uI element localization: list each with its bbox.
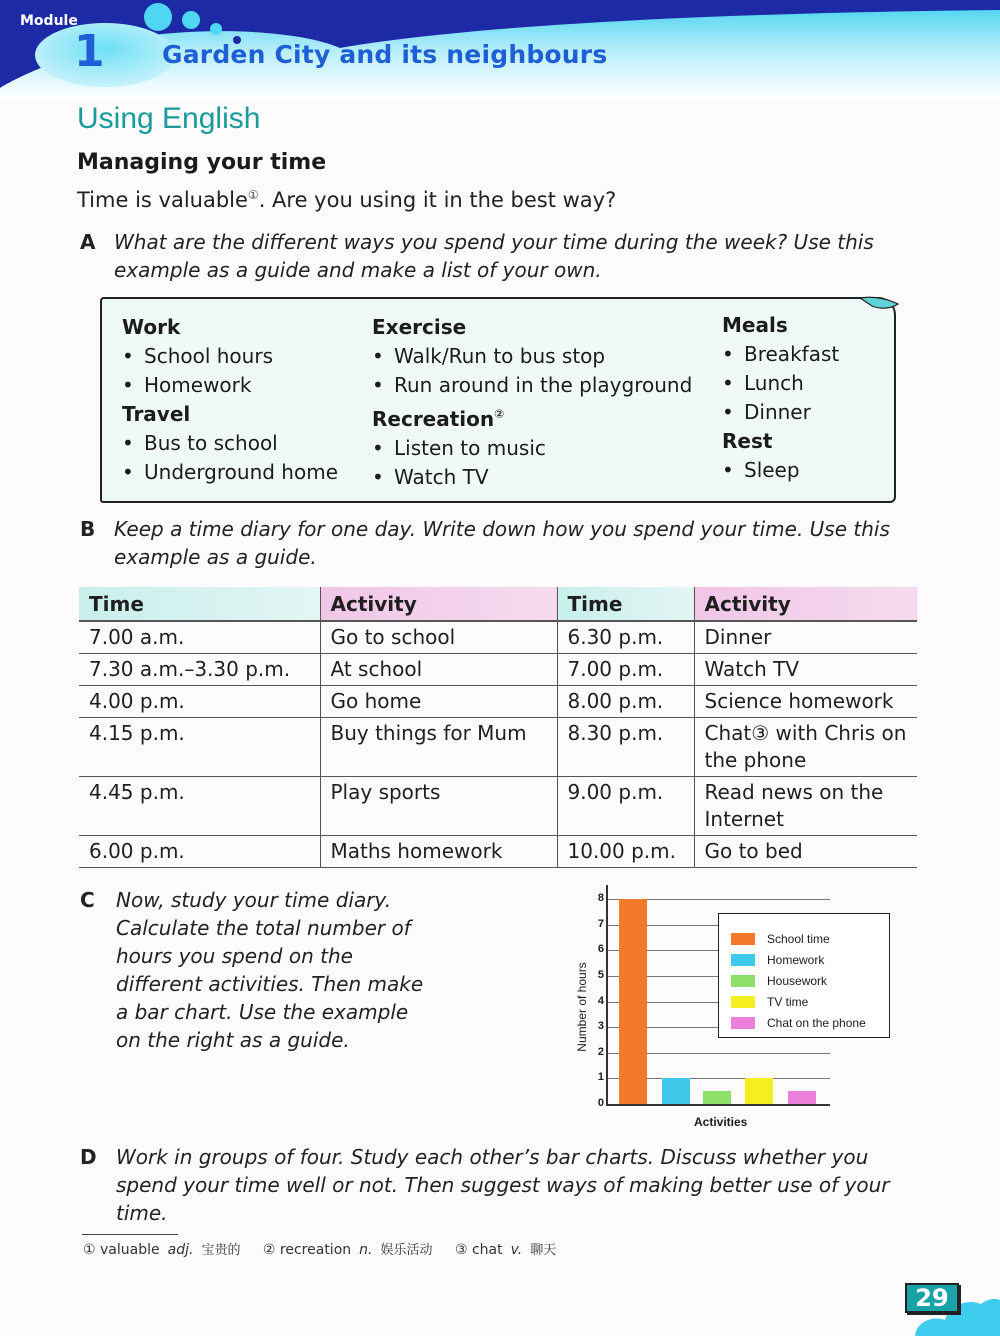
category-label: Meals xyxy=(722,313,788,337)
category-label: Rest xyxy=(722,429,773,453)
bar-housework xyxy=(703,1091,731,1104)
activity-cell: Play sports xyxy=(320,776,557,835)
page-number: 29 xyxy=(905,1283,959,1313)
category-label-with-footnote xyxy=(372,400,692,434)
bar-chat-on-the-phone xyxy=(788,1091,816,1104)
y-tick-label: 5 xyxy=(597,968,604,981)
example-column-3 xyxy=(722,311,839,485)
task-letter: C xyxy=(80,888,95,912)
footnote-mark: ② xyxy=(494,407,505,421)
legend-swatch xyxy=(731,933,755,945)
y-tick-label: 4 xyxy=(597,994,604,1007)
y-tick-label: 7 xyxy=(597,917,604,930)
legend-item xyxy=(731,949,889,970)
x-axis xyxy=(606,1104,830,1106)
activity-cell: Go to bed xyxy=(694,835,917,867)
y-tick-label: 6 xyxy=(597,943,604,956)
chart-legend xyxy=(718,913,890,1038)
task-letter: B xyxy=(80,517,96,541)
part-of-speech: adj. xyxy=(167,1242,194,1258)
footnote-word: recreation xyxy=(279,1242,352,1258)
footnote-item xyxy=(263,1242,433,1258)
footnote-mark: ① xyxy=(247,188,259,202)
category-label: Work xyxy=(122,315,181,339)
intro-text-part: Time is valuable xyxy=(77,188,248,212)
time-cell: 7.00 a.m. xyxy=(79,621,320,653)
list-item: • Homework xyxy=(122,371,338,400)
legend-item xyxy=(731,991,889,1012)
example-column-1 xyxy=(122,313,338,487)
subsection-title: Managing your time xyxy=(77,150,327,175)
task-instruction: What are the different ways you spend your time during the week? Use this example as a guide and make a list of your own. xyxy=(114,230,874,282)
time-cell: 10.00 p.m. xyxy=(557,835,694,867)
time-cell: 6.00 p.m. xyxy=(79,835,320,867)
column-header-activity: Activity xyxy=(694,587,917,621)
list-item: • Bus to school xyxy=(122,429,338,458)
table-row xyxy=(79,717,917,776)
time-cell: 8.30 p.m. xyxy=(557,717,694,776)
footnote-mark: ③ xyxy=(454,1242,468,1258)
activity-cell: Go to school xyxy=(320,621,557,653)
footnote-item xyxy=(455,1242,556,1258)
time-cell: 7.30 a.m.–3.30 p.m. xyxy=(79,653,320,685)
time-cell: 4.00 p.m. xyxy=(79,685,320,717)
module-label: Module xyxy=(20,13,78,29)
legend-label: Homework xyxy=(767,952,825,967)
category-label: Recreation xyxy=(372,407,495,431)
legend-label: Housework xyxy=(767,973,828,988)
task-b xyxy=(80,515,920,571)
activity-cell: Chat③ with Chris on the phone xyxy=(694,717,917,776)
time-cell: 6.30 p.m. xyxy=(557,621,694,653)
task-instruction: Keep a time diary for one day. Write down how you spend your time. Use this example as a guide. xyxy=(114,517,890,569)
list-item: • Listen to music xyxy=(372,434,692,463)
task-letter: D xyxy=(80,1145,97,1169)
example-column-2 xyxy=(372,313,692,492)
table-header-row xyxy=(79,587,917,621)
x-axis-label: Activities xyxy=(694,1115,748,1129)
y-tick-label: 0 xyxy=(597,1097,604,1109)
list-item: • Run around in the playground xyxy=(372,371,692,400)
footnote-meaning: 宝贵的 xyxy=(201,1243,241,1258)
time-diary-table xyxy=(79,587,917,868)
footnote-word: valuable xyxy=(100,1242,160,1258)
time-cell: 4.45 p.m. xyxy=(79,776,320,835)
page-curl-decoration xyxy=(858,292,900,322)
footnote-word: chat xyxy=(471,1242,503,1258)
y-tick-label: 1 xyxy=(597,1071,604,1084)
part-of-speech: v. xyxy=(510,1242,523,1258)
list-item: • Breakfast xyxy=(722,340,839,369)
bar-school-time xyxy=(619,899,647,1104)
activity-cell: At school xyxy=(320,653,557,685)
legend-swatch xyxy=(731,975,755,987)
legend-item xyxy=(731,928,889,949)
task-letter: A xyxy=(80,230,96,254)
section-title: Using English xyxy=(77,102,261,135)
list-item: • Walk/Run to bus stop xyxy=(372,342,692,371)
footnote-item xyxy=(83,1242,240,1258)
task-c xyxy=(80,886,425,1054)
activity-cell: Maths homework xyxy=(320,835,557,867)
list-item: • Watch TV xyxy=(372,463,692,492)
legend-item xyxy=(731,1012,889,1033)
legend-swatch xyxy=(731,954,755,966)
table-row xyxy=(79,685,917,717)
list-item: • School hours xyxy=(122,342,338,371)
footnote-mark: ② xyxy=(262,1242,276,1258)
task-instruction: Now, study your time diary. Calculate the total number of hours you spend on the different activities. Then make a bar chart. Use the example on the right as a guide. xyxy=(116,888,424,1052)
list-item: • Lunch xyxy=(722,369,839,398)
column-header-time: Time xyxy=(557,587,694,621)
activity-cell: Watch TV xyxy=(694,653,917,685)
footnote-meaning: 娱乐活动 xyxy=(380,1243,433,1258)
y-axis xyxy=(606,885,608,1105)
legend-swatch xyxy=(731,1017,755,1029)
column-header-activity: Activity xyxy=(320,587,557,621)
legend-label: School time xyxy=(767,931,830,946)
bar-tv-time xyxy=(745,1078,773,1104)
list-item: • Underground home xyxy=(122,458,338,487)
table-row xyxy=(79,653,917,685)
time-cell: 4.15 p.m. xyxy=(79,717,320,776)
legend-label: TV time xyxy=(767,994,809,1009)
task-instruction: Work in groups of four. Study each other’s bar charts. Discuss whether you spend your time well or not. Then suggest ways of making better use of your time. xyxy=(116,1145,890,1225)
time-cell: 7.00 p.m. xyxy=(557,653,694,685)
table-row xyxy=(79,621,917,653)
intro-text-part: . Are you using it in the best way? xyxy=(258,188,617,212)
time-cell: 8.00 p.m. xyxy=(557,685,694,717)
footnote-mark: ① xyxy=(83,1242,96,1258)
vocabulary-footnotes xyxy=(83,1239,574,1258)
activity-cell: Go home xyxy=(320,685,557,717)
footnote-meaning: 聊天 xyxy=(530,1243,557,1258)
time-cell: 9.00 p.m. xyxy=(557,776,694,835)
y-tick-label: 3 xyxy=(597,1020,604,1033)
task-a xyxy=(80,228,920,284)
y-tick-label: 2 xyxy=(597,1045,604,1058)
category-label: Travel xyxy=(122,402,191,426)
table-row xyxy=(79,835,917,867)
category-label: Exercise xyxy=(372,315,467,339)
intro-text xyxy=(77,188,616,212)
y-tick-label: 8 xyxy=(597,892,604,904)
legend-swatch xyxy=(731,996,755,1008)
part-of-speech: n. xyxy=(359,1242,373,1258)
module-banner xyxy=(0,0,1000,100)
example-list-box xyxy=(100,297,896,503)
activity-cell: Dinner xyxy=(694,621,917,653)
bar-homework xyxy=(662,1078,690,1104)
legend-item xyxy=(731,970,889,991)
column-header-time: Time xyxy=(79,587,320,621)
list-item: • Sleep xyxy=(722,456,839,485)
y-axis-label: Number of hours xyxy=(575,962,589,1052)
activity-cell: Buy things for Mum xyxy=(320,717,557,776)
task-d xyxy=(80,1143,930,1227)
example-bar-chart xyxy=(560,885,900,1135)
module-number: 1 xyxy=(74,26,105,77)
legend-label: Chat on the phone xyxy=(767,1015,866,1030)
activity-cell: Read news on the Internet xyxy=(694,776,917,835)
module-title: Garden City and its neighbours xyxy=(162,40,608,69)
table-row xyxy=(79,776,917,835)
activity-cell: Science homework xyxy=(694,685,917,717)
list-item: • Dinner xyxy=(722,398,839,427)
footnote-divider xyxy=(82,1234,178,1235)
